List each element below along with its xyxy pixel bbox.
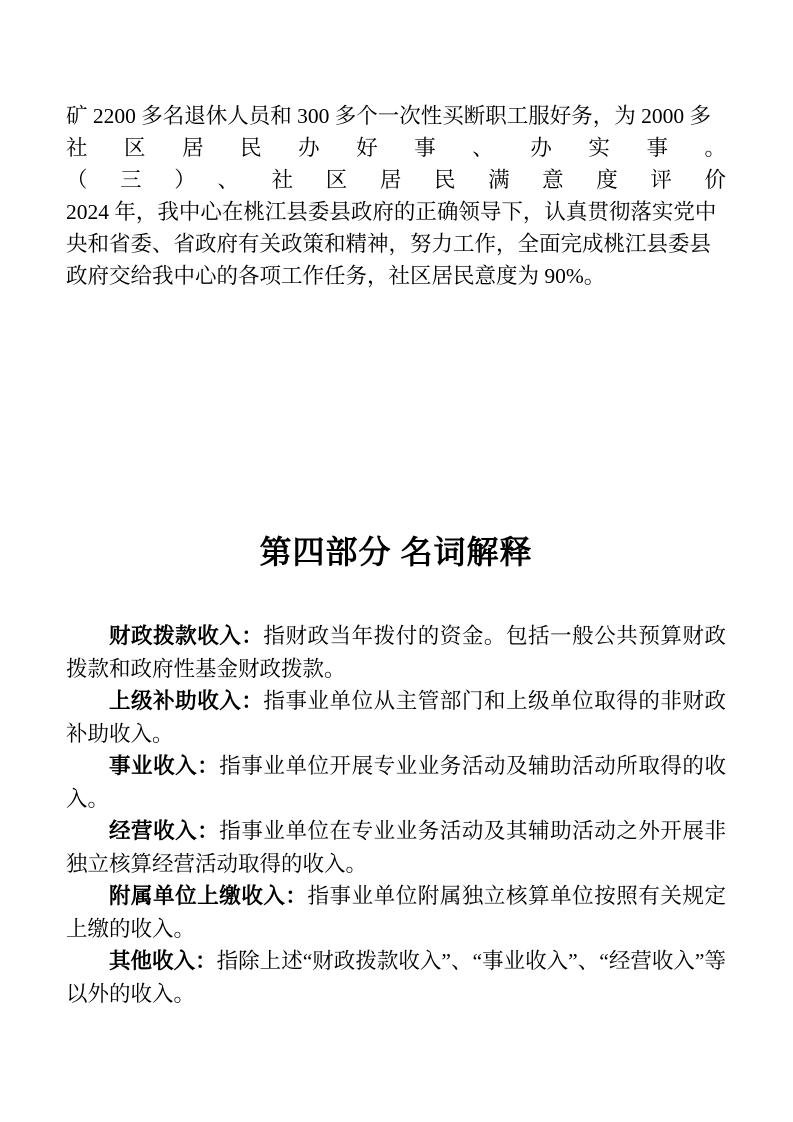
- definition-paragraph: [66, 880, 726, 945]
- definition-text: 指事业单位开展专业业务活动及辅助活动所取得的收入。: [66, 754, 726, 811]
- definition-term: 附属单位上缴收入：: [109, 884, 308, 908]
- definition-text: 指财政当年拨付的资金。包括一般公共预算财政拨款和政府性基金财政拨款。: [66, 624, 726, 681]
- intro-line: 政府交给我中心的各项工作任务，社区居民意度为 90%。: [66, 264, 606, 288]
- definition-paragraph: [66, 685, 726, 750]
- definition-paragraph: [66, 620, 726, 685]
- definition-term: 上级补助收入：: [109, 689, 264, 713]
- intro-line: 矿 2200 多名退休人员和 300 多个一次性买断职工服好务，为 2000 多: [66, 104, 712, 128]
- intro-line: 央和省委、省政府有关政策和精神，努力工作，全面完成桃江县委县: [66, 232, 712, 256]
- definition-paragraph: [66, 945, 726, 1010]
- definition-term: 事业收入：: [109, 754, 220, 778]
- intro-line: 2024 年，我中心在桃江县委县政府的正确领导下，认真贯彻落实党中: [66, 200, 717, 224]
- definitions-list: [66, 620, 726, 1010]
- definition-term: 其他收入：: [109, 949, 217, 973]
- definition-term: 财政拨款收入：: [109, 624, 264, 648]
- section-title: 第四部分 名词解释: [259, 534, 533, 570]
- definition-text: 指事业单位从主管部门和上级单位取得的非财政补助收入。: [66, 689, 726, 746]
- definition-paragraph: [66, 750, 726, 815]
- definition-paragraph: [66, 815, 726, 880]
- definition-text: 指事业单位附属独立核算单位按照有关规定上缴的收入。: [66, 884, 726, 941]
- definition-text: 指事业单位在专业业务活动及其辅助活动之外开展非独立核算经营活动取得的收入。: [66, 819, 726, 876]
- definition-term: 经营收入：: [109, 819, 220, 843]
- intro-paragraph: [66, 100, 726, 292]
- intro-line: 社区居民办好事、办实事。: [66, 136, 726, 160]
- definition-text: 指除上述“财政拨款收入”、“事业收入”、“经营收入”等以外的收入。: [66, 949, 726, 1006]
- intro-line: （三）、社区居民满意度评价: [66, 168, 726, 192]
